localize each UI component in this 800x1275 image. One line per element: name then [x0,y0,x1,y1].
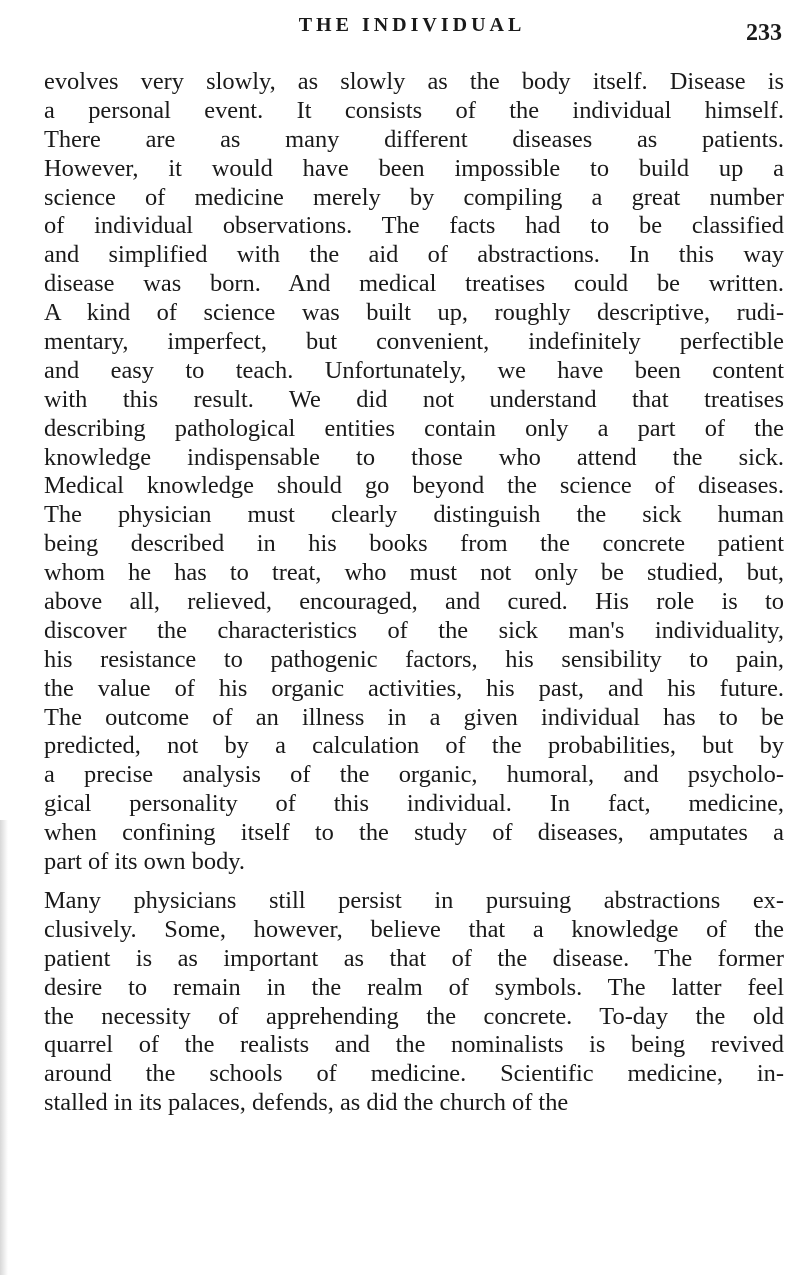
text-line: of individual observations. The facts had to be classified [44,212,784,240]
text-line: evolves very slowly, as slowly as the body itself. Disease is [44,68,784,95]
text-line: a personal event. It consists of the individual himself. [44,96,784,124]
text-line: his resistance to pathogenic factors, his sensibility to pain, [44,645,784,673]
running-title: THE INDIVIDUAL [298,14,526,36]
text-line: being described in his books from the concrete patient [44,530,784,558]
paragraph-1 [44,68,784,877]
text-line: predicted, not by a calculation of the probabilities, but by [44,732,784,760]
binding-shadow [0,820,8,1275]
text-line: whom he has to treat, who must not only be studied, but, [44,559,784,587]
body-text [44,68,784,1118]
text-line: the necessity of apprehending the concrete. To-day the old [44,1002,784,1030]
text-line: disease was born. And medical treatises could be written. [44,270,784,298]
text-line: patient is as important as that of the disease. The former [44,944,784,972]
text-line: Medical knowledge should go beyond the science of diseases. [44,472,784,500]
text-line: The physician must clearly distinguish the sick human [44,501,784,529]
text-line: with this result. We did not understand that treatises [44,385,784,413]
text-line: above all, relieved, encouraged, and cured. His role is to [44,588,784,616]
text-line: describing pathological entities contain only a part of the [44,414,784,442]
text-line: mentary, imperfect, but convenient, indefinitely perfectible [44,328,784,356]
paragraph-2 [44,887,784,1118]
text-line: and easy to teach. Unfortunately, we have been content [44,356,784,384]
text-line: a precise analysis of the organic, humoral, and psycholo- [44,761,784,789]
text-line: desire to remain in the realm of symbols. The latter feel [44,973,784,1001]
text-line: quarrel of the realists and the nominalists is being revived [44,1031,784,1059]
text-line: stalled in its palaces, defends, as did the church of the [44,1089,569,1117]
text-line: gical personality of this individual. In fact, medicine, [44,790,784,818]
running-head [42,14,782,50]
text-line: around the schools of medicine. Scientific medicine, in- [44,1060,784,1088]
text-line: However, it would have been impossible to build up a [44,154,784,182]
text-line: clusively. Some, however, believe that a knowledge of the [44,915,784,943]
text-line: and simplified with the aid of abstractions. In this way [44,241,784,269]
text-line: The outcome of an illness in a given individual has to be [44,703,784,731]
text-line: when confining itself to the study of diseases, amputates a [44,819,784,847]
text-line: discover the characteristics of the sick man's individuality, [44,616,784,644]
text-line: A kind of science was built up, roughly descriptive, rudi- [44,299,784,327]
text-line: the value of his organic activities, his past, and his future. [44,674,784,702]
text-line: There are as many different diseases as patients. [44,125,784,153]
text-line: part of its own body. [44,848,245,876]
paragraph-gap [44,877,784,887]
text-line: Many physicians still persist in pursuing abstractions ex- [44,886,784,914]
page-number: 233 [746,20,782,46]
text-line: knowledge indispensable to those who attend the sick. [44,443,784,471]
text-line: science of medicine merely by compiling a great number [44,183,784,211]
